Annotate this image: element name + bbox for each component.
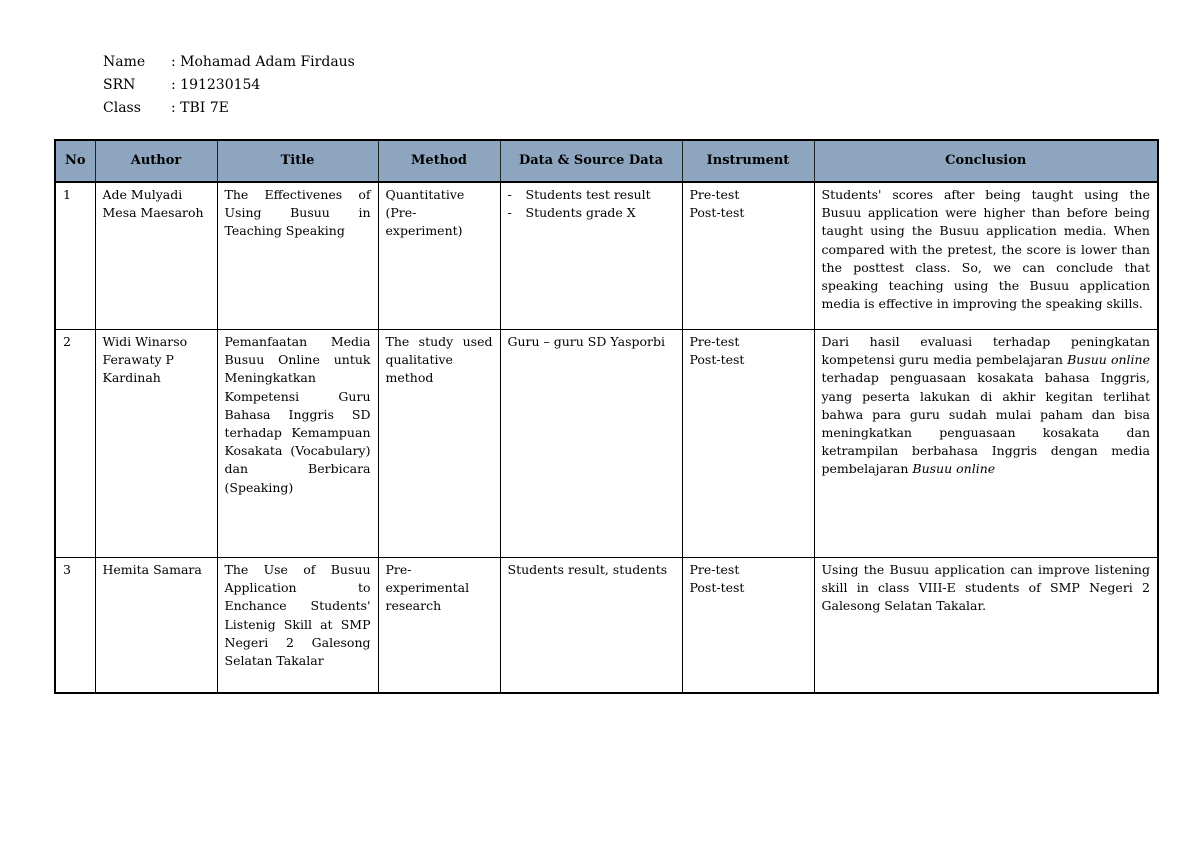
instrument-item: Post-test: [689, 580, 745, 596]
conclusion-text: terhadap penguasaan kosakata bahasa Inggris, yang peserta lakukan di akhir kegitan terlihat bahwa para guru sudah mulai paham dan bisa meningkatkan penguasaan kosakata dan ketrampilan berbahasa Inggris dengan media pembelajaran: [821, 370, 1150, 477]
cell-title: The Effectivenes of Using Busuu in Teaching Speaking: [217, 182, 378, 330]
cell-data-source: Guru – guru SD Yasporbi: [500, 330, 682, 558]
cell-conclusion: Students' scores after being taught using the Busuu application were higher than before being taught using the Busuu application media. When compared with the pretest, the score is lower than the posttest class. So, we can conclude that speaking teaching using the Busuu application media is effective in improving the speaking skills.: [814, 182, 1158, 330]
cell-instrument: [682, 558, 814, 694]
srn-row: [103, 74, 355, 97]
column-header-title: Title: [217, 140, 378, 182]
table-row: [55, 330, 1158, 558]
table-row: [55, 558, 1158, 694]
table-row: [55, 182, 1158, 330]
srn-value: : 191230154: [171, 77, 261, 93]
cell-author: [95, 558, 217, 694]
list-item: - Students grade X: [508, 204, 675, 222]
cell-no: 1: [55, 182, 95, 330]
cell-conclusion: [814, 330, 1158, 558]
conclusion-emphasis: Busuu online: [912, 461, 996, 477]
column-header-conclusion: Conclusion: [814, 140, 1158, 182]
column-header-no: No: [55, 140, 95, 182]
data-source-list: [508, 186, 675, 222]
cell-data-source: [500, 182, 682, 330]
cell-conclusion: Using the Busuu application can improve listening skill in class VIII-E students of SMP Negeri 2 Galesong Selatan Takalar.: [814, 558, 1158, 694]
class-value: : TBI 7E: [171, 100, 229, 116]
cell-method: Quantitative (Pre-experiment): [378, 182, 500, 330]
cell-author: [95, 330, 217, 558]
cell-no: 3: [55, 558, 95, 694]
column-header-author: Author: [95, 140, 217, 182]
author-name: Ade Mulyadi: [102, 187, 183, 202]
column-header-data-source: Data & Source Data: [500, 140, 682, 182]
author-name: Widi Winarso: [102, 334, 188, 349]
name-label: Name: [103, 54, 146, 70]
list-item: - Students test result: [508, 186, 675, 204]
instrument-item: Pre-test: [689, 187, 740, 202]
instrument-item: Pre-test: [689, 562, 740, 577]
cell-method: Pre-experimental research: [378, 558, 500, 694]
author-name: Kardinah: [102, 370, 161, 386]
name-row: [103, 51, 355, 74]
cell-data-source: Students result, students: [500, 558, 682, 694]
cell-no: 2: [55, 330, 95, 558]
author-name: Mesa Maesaroh: [102, 205, 204, 221]
cell-title: Pemanfaatan Media Busuu Online untuk Meningkatkan Kompetensi Guru Bahasa Inggris SD terhadap Kemampuan Kosakata (Vocabulary) dan Berbicara (Speaking): [217, 330, 378, 558]
table-header-row: [55, 140, 1158, 182]
column-header-method: Method: [378, 140, 500, 182]
conclusion-text: Dari hasil evaluasi terhadap peningkatan kompetensi guru media pembelajaran: [821, 334, 1150, 368]
column-header-instrument: Instrument: [682, 140, 814, 182]
srn-label: SRN: [103, 77, 136, 93]
name-value: : Mohamad Adam Firdaus: [171, 54, 355, 70]
cell-instrument: [682, 330, 814, 558]
literature-review-table: [54, 139, 1159, 694]
conclusion-emphasis: Busuu online: [1067, 352, 1150, 368]
instrument-item: Post-test: [689, 205, 745, 221]
cell-instrument: [682, 182, 814, 330]
author-name: Ferawaty P: [102, 352, 174, 368]
instrument-item: Post-test: [689, 352, 745, 368]
cell-title: The Use of Busuu Application to Enchance Students' Listenig Skill at SMP Negeri 2 Galesong Selatan Takalar: [217, 558, 378, 694]
class-label: Class: [103, 100, 141, 116]
cell-method: The study used qualitative method: [378, 330, 500, 558]
class-row: [103, 97, 355, 120]
author-name: Hemita Samara: [102, 562, 202, 577]
cell-author: [95, 182, 217, 330]
student-info: [103, 51, 355, 120]
instrument-item: Pre-test: [689, 334, 740, 349]
